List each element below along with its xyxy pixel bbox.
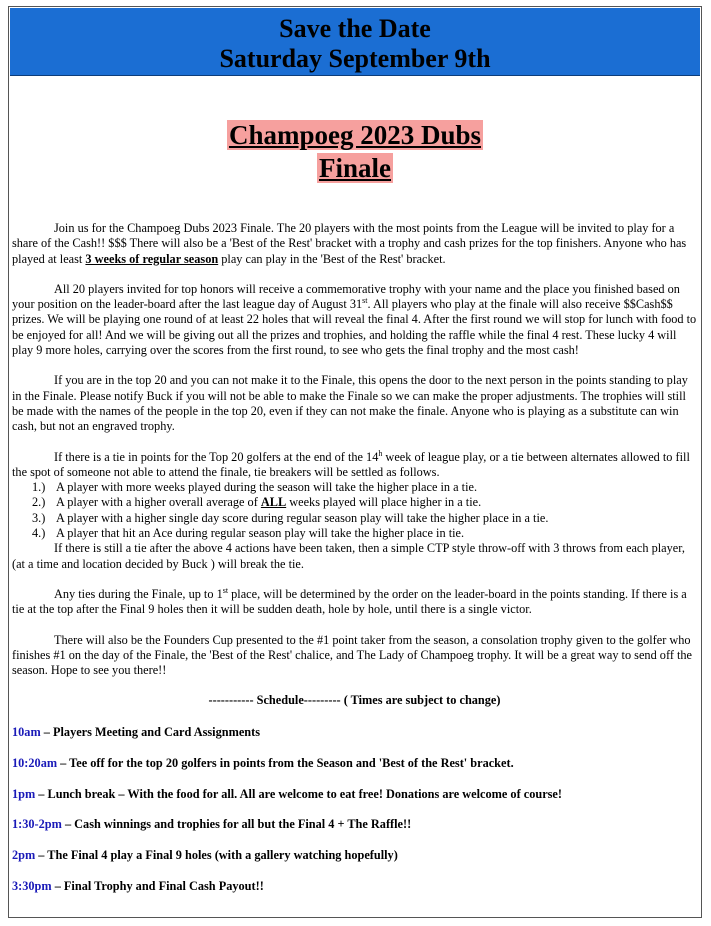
schedule-text: – Tee off for the top 20 golfers in points from the Season and 'Best of the Rest' bracket. xyxy=(57,755,514,770)
finale-ties-paragraph xyxy=(12,587,697,618)
schedule-time: 1:30-2pm xyxy=(12,817,62,832)
schedule-time: 1pm xyxy=(12,786,36,801)
list-number: 2.) xyxy=(32,495,46,510)
finale-ties-text-end: place, will be determined by the order on the leader-board in the points standing. If there is a tie at the top after the Final 9 holes then it will be sudden death, hole by hole, until there is a single victor. xyxy=(12,586,687,617)
tie-continuation: If there is still a tie after the above 4 actions have been taken, then a simple CTP style throw-off with 3 throws from each player, (at a time and location decided by Buck ) will break the tie. xyxy=(12,541,685,571)
schedule-item xyxy=(12,848,697,863)
trophy-text: All 20 players invited for top honors will receive a commemorative trophy with your name and the place you finished based on your position on the leader-board after the last league day of August 31 xyxy=(12,281,680,312)
finale-ties-text: Any ties during the Finale, up to 1 xyxy=(54,586,223,601)
schedule-text: – Cash winnings and trophies for all but the Final 4 + The Raffle!! xyxy=(61,817,412,832)
trophy-sup: st xyxy=(362,296,368,306)
list-item xyxy=(12,526,697,541)
event-title xyxy=(9,119,701,185)
schedule-item xyxy=(12,756,697,771)
schedule-time: 3:30pm xyxy=(12,879,52,894)
trophy-text-end: . All players who play at the finale will also receive $$Cash$$ prizes. We will be playing one round of at least 22 holes that will reveal the final 4. After the first round we will stop for lunch with food to be enjoyed for all! And we will be giving out all the prizes and trophies, and holding the raffle while the final 4 rest. These lucky 4 will play 9 more holes, carrying over the scores from the first round, to see who gets the final trophy and the most cash! xyxy=(12,297,697,358)
schedule-time: 10am xyxy=(12,724,41,739)
intro-paragraph xyxy=(12,221,697,267)
save-the-date-banner xyxy=(10,8,700,76)
tie-breaker-section xyxy=(12,450,697,572)
banner-line-2: Saturday September 9th xyxy=(219,44,491,73)
intro-text-end: play can play in the 'Best of the Rest' bracket. xyxy=(218,251,446,266)
schedule-text: – The Final 4 play a Final 9 holes (with a gallery watching hopefully) xyxy=(35,848,398,863)
schedule-time: 2pm xyxy=(12,848,36,863)
substitute-paragraph: If you are in the top 20 and you can not make it to the Finale, this opens the door to the next person in the points standing to play in the Finale. Please notify Buck if you will not be able to make the Finale so we can make the proper adjustments. The trophies will still be made with the names of the people in the top 20, even if they can not make the finale. Anyone who is playing as a substitute can win cash, but not an engraved trophy. xyxy=(12,373,688,434)
tie-breaker-list xyxy=(12,480,697,541)
schedule-text: – Lunch break – With the food for all. All are welcome to eat free! Donations are welcome of course! xyxy=(35,786,562,801)
list-item xyxy=(12,511,697,526)
schedule-time: 10:20am xyxy=(12,755,58,770)
list-text: A player that hit an Ace during regular season play will take the higher place in tie. xyxy=(56,526,465,541)
schedule-item xyxy=(12,787,697,802)
tie-text: If there is a tie in points for the Top 20 golfers at the end of the 14 xyxy=(54,449,379,464)
schedule-header: ----------- Schedule--------- ( Times are subject to change) xyxy=(208,693,501,708)
awards-paragraph: There will also be the Founders Cup presented to the #1 point taker from the season, a consolation trophy given to the golfer who finishes #1 on the day of the Finale, the 'Best of the Rest' chalice, and The Lady of Champoeg trophy. It will be a great way to send off the season. Hope to see you there!! xyxy=(12,632,693,678)
list-item xyxy=(12,495,697,510)
list-number: 3.) xyxy=(32,510,46,525)
intro-text: Join us for the Champoeg Dubs 2023 Finale. The 20 players with the most points from the League will be invited to play for a share of the Cash!! $$$ There will also be a 'Best of the Rest' bracket with a trophy and cash prizes for the top finishers. Anyone who has played at least xyxy=(12,221,687,266)
schedule-item xyxy=(12,725,697,740)
list-text-post: weeks played will place higher in a tie. xyxy=(286,495,482,510)
tie-paragraph xyxy=(12,450,697,481)
list-number: 1.) xyxy=(32,480,46,495)
title-line-1: Champoeg 2023 Dubs xyxy=(228,120,482,150)
list-text-pre: A player with a higher overall average of xyxy=(56,495,261,510)
list-emphasis: ALL xyxy=(260,495,287,510)
list-number: 4.) xyxy=(32,526,46,541)
trophy-paragraph xyxy=(12,282,697,358)
schedule-item xyxy=(12,879,697,894)
banner-line-1: Save the Date xyxy=(279,14,431,43)
list-text: A player with more weeks played during the season will take the higher place in a tie. xyxy=(56,480,478,495)
finale-ties-sup: st xyxy=(222,585,229,595)
intro-emphasis: 3 weeks of regular season xyxy=(85,251,219,266)
list-item xyxy=(12,480,697,495)
schedule-text: – Final Trophy and Final Cash Payout!! xyxy=(51,879,264,894)
list-text xyxy=(34,495,697,510)
title-line-2: Finale xyxy=(319,153,391,183)
flyer-frame xyxy=(8,6,702,918)
schedule-item xyxy=(12,817,697,832)
schedule-text: – Players Meeting and Card Assignments xyxy=(40,724,260,739)
tie-text-end: week of league play, or a tie between alternates allowed to fill the spot of someone not able to attend the finale, tie breakers will be settled as follows. xyxy=(12,449,690,479)
tie-sup: h xyxy=(378,448,383,458)
flyer-body xyxy=(12,221,697,910)
list-text: A player with a higher single day score during regular season play will take the higher place in a tie. xyxy=(56,510,549,525)
